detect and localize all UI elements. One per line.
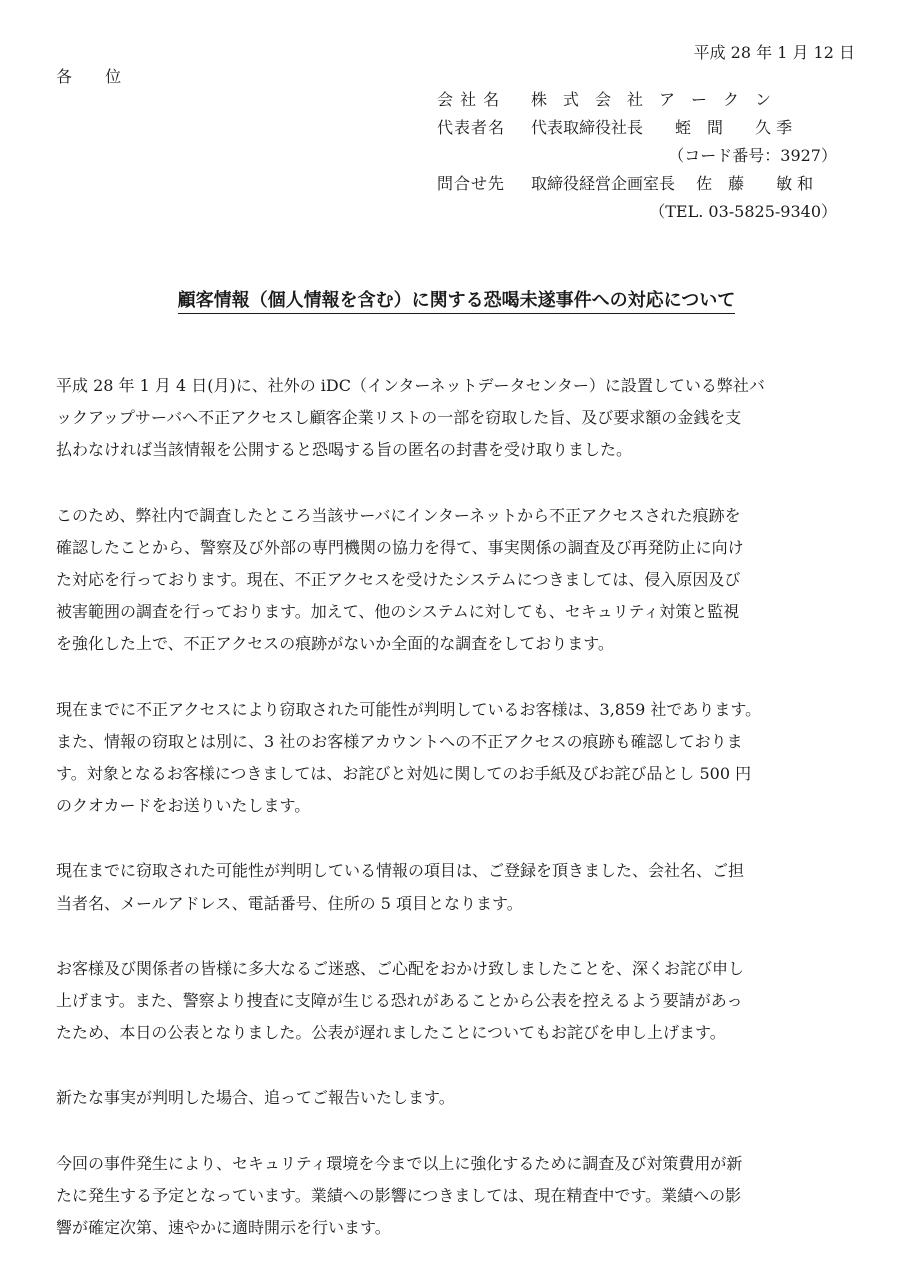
paragraph-line: お客様及び関係者の皆様に多大なるご迷惑、ご心配をおかけ致しましたことを、深くお詫び申し	[56, 958, 745, 978]
body-paragraph	[56, 694, 858, 823]
paragraph-line: また、情報の窃取とは別に、3 社のお客様アカウントへの不正アクセスの痕跡も確認しておりま	[56, 731, 743, 751]
body-paragraph	[56, 1082, 858, 1114]
sender-row-contact	[437, 170, 857, 198]
document-body	[56, 370, 858, 1244]
sender-label: 問合せ先	[437, 174, 506, 193]
paragraph-line: す。対象となるお客様につきましては、お詫びと対処に関してのお手紙及びお詫び品とし 500 円	[56, 764, 752, 784]
sender-block	[437, 86, 857, 226]
paragraph-line: たに発生する予定となっています。業績への影響につきましては、現在精査中です。業績への影	[56, 1185, 742, 1205]
paragraph-line: 現在までに不正アクセスにより窃取された可能性が判明しているお客様は、3,859 社であります。	[56, 699, 762, 719]
paragraph-line: 現在までに窃取された可能性が判明している情報の項目は、ご登録を頂きました、会社名、ご担	[56, 861, 745, 881]
paragraph-line: ックアップサーバへ不正アクセスし顧客企業リストの一部を窃取した旨、及び要求額の金銭を支	[56, 408, 742, 428]
paragraph-line: 当者名、メールアドレス、電話番号、住所の 5 項目となります。	[56, 893, 523, 913]
sender-value: 取締役経営企画室長 佐 藤 敏 和	[531, 174, 814, 193]
paragraph-line: 確認したことから、警察及び外部の専門機関の協力を得て、事実関係の調査及び再発防止に向け	[56, 537, 744, 557]
paragraph-line: 払わなければ当該情報を公開すると恐喝する旨の匿名の封書を受け取りました。	[56, 440, 633, 460]
body-paragraph	[56, 855, 858, 919]
issue-date: 平成 28 年 1 月 12 日	[693, 43, 855, 62]
paragraph-line: 今回の事件発生により、セキュリティ環境を今まで以上に強化するために調査及び対策費用が新	[56, 1153, 743, 1173]
contact-tel: （TEL. 03-5825-9340）	[649, 202, 837, 221]
paragraph-line: たため、本日の公表となりました。公表が遅れましたことについてもお詫びを申し上げます。	[56, 1023, 726, 1043]
sender-value: 代表取締役社長 蛭 間 久 季	[531, 118, 793, 137]
paragraph-line: 平成 28 年 1 月 4 日(月)に、社外の iDC（インターネットデータセンター）に設置している弊社バ	[56, 376, 765, 395]
body-paragraph	[56, 500, 858, 661]
paragraph-line: 被害範囲の調査を行っております。加えて、他のシステムに対しても、セキュリティ対策と監視	[56, 602, 740, 622]
sender-row-code	[437, 142, 857, 170]
sender-row-representative	[437, 114, 857, 142]
sender-value: 株 式 会 社 ア ー ク ン	[531, 90, 772, 109]
paragraph-line: 響が確定次第、速やかに適時開示を行います。	[56, 1218, 391, 1238]
sender-label: 代表者名	[437, 118, 506, 137]
paragraph-line: を強化した上で、不正アクセスの痕跡がないか全面的な調査をしております。	[56, 634, 614, 654]
stock-code: （コード番号：3927）	[668, 146, 837, 165]
paragraph-line: 上げます。また、警察より捜査に支障が生じる恐れがあることから公表を控えるよう要請があっ	[56, 991, 743, 1011]
sender-label: 会 社 名	[437, 90, 501, 109]
paragraph-line: このため、弊社内で調査したところ当該サーバにインターネットから不正アクセスされた痕跡を	[56, 505, 741, 525]
document-title	[0, 286, 913, 312]
addressee: 各 位	[56, 67, 136, 86]
sender-row-tel	[437, 198, 857, 226]
sender-row-company	[437, 86, 857, 114]
paragraph-line: 新たな事実が判明した場合、追ってご報告いたします。	[56, 1088, 455, 1108]
body-paragraph	[56, 953, 858, 1050]
paragraph-line: た対応を行っております。現在、不正アクセスを受けたシステムにつきましては、侵入原因及び	[56, 570, 741, 590]
body-paragraph	[56, 370, 858, 467]
paragraph-line: のクオカードをお送りいたします。	[56, 796, 311, 816]
body-paragraph	[56, 1148, 858, 1245]
document-title-text: 顧客情報（個人情報を含む）に関する恐喝未遂事件への対応について	[178, 290, 736, 314]
